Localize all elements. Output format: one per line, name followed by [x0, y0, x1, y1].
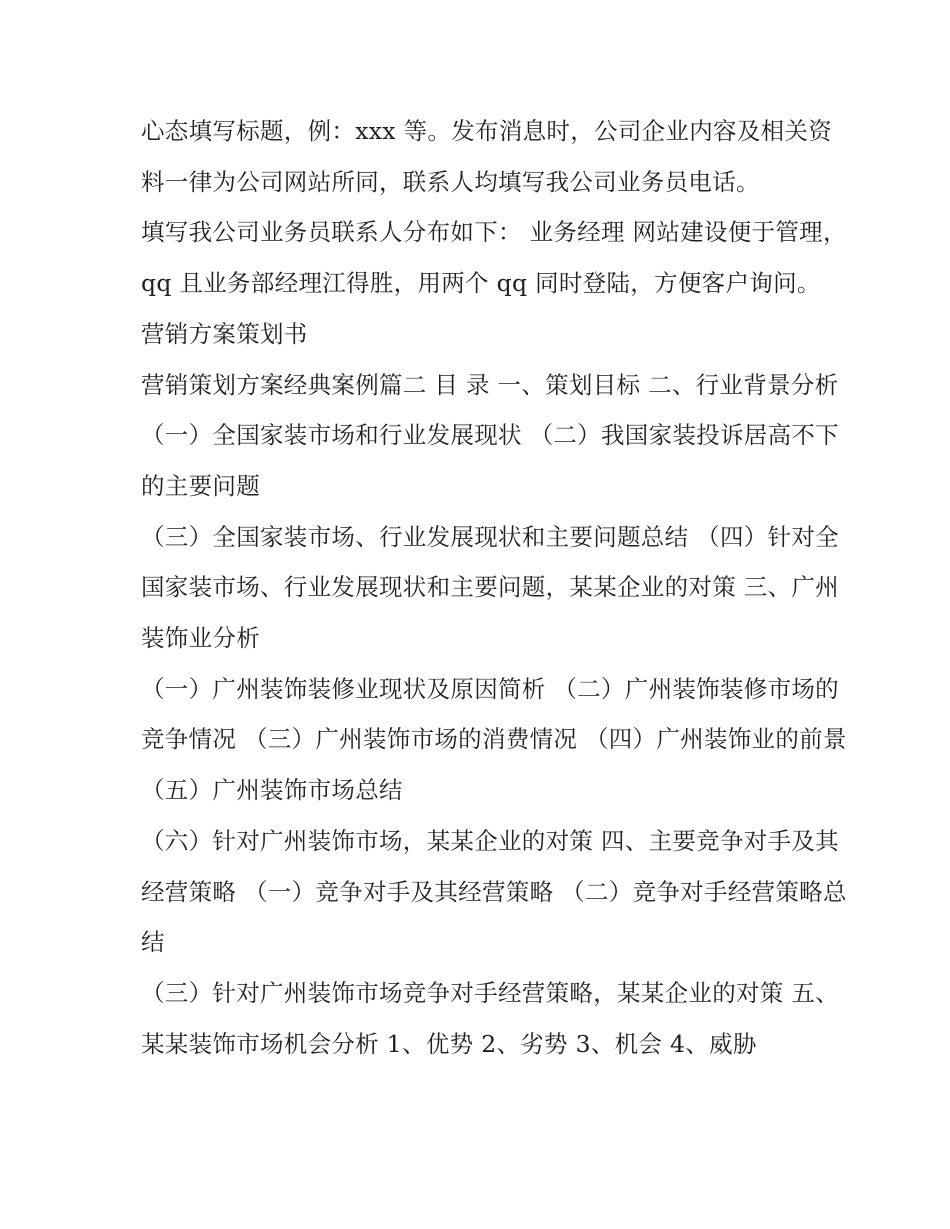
paragraph: 填写我公司业务员联系人分布如下： 业务经理 网站建设便于管理，qq 且业务部经理江得胜，用两个 qq 同时登陆，方便客户询问。 营销方案策划书 — [141, 218, 847, 348]
paragraph: 营销策划方案经典案例篇二 目 录 一、策划目标 二、行业背景分析 （一）全国家装市场和行业发展现状 （二）我国家装投诉居高不下的主要问题 — [141, 370, 839, 500]
paragraph: （三）针对广州装饰市场竞争对手经营策略，某某企业的对策 五、某某装饰市场机会分析 1、优势 2、劣势 3、机会 4、威胁 — [141, 978, 839, 1058]
paragraph: 心态填写标题，例：xxx 等。发布消息时，公司企业内容及相关资料一律为公司网站所同，联系人均填写我公司业务员电话。 — [141, 117, 833, 196]
paragraph: （一）广州装饰装修业现状及原因简析 （二）广州装饰装修市场的竞争情况 （三）广州装饰市场的消费情况 （四）广州装饰业的前景 （五）广州装饰市场总结 — [141, 674, 847, 805]
paragraph: （六）针对广州装饰市场，某某企业的对策 四、主要竞争对手及其经营策略 （一）竞争对手及其经营策略 （二）竞争对手经营策略总结 — [141, 826, 847, 957]
paragraph: （三）全国家装市场、行业发展现状和主要问题总结 （四）针对全国家装市场、行业发展现状和主要问题，某某企业的对策 三、广州装饰业分析 — [141, 522, 839, 653]
